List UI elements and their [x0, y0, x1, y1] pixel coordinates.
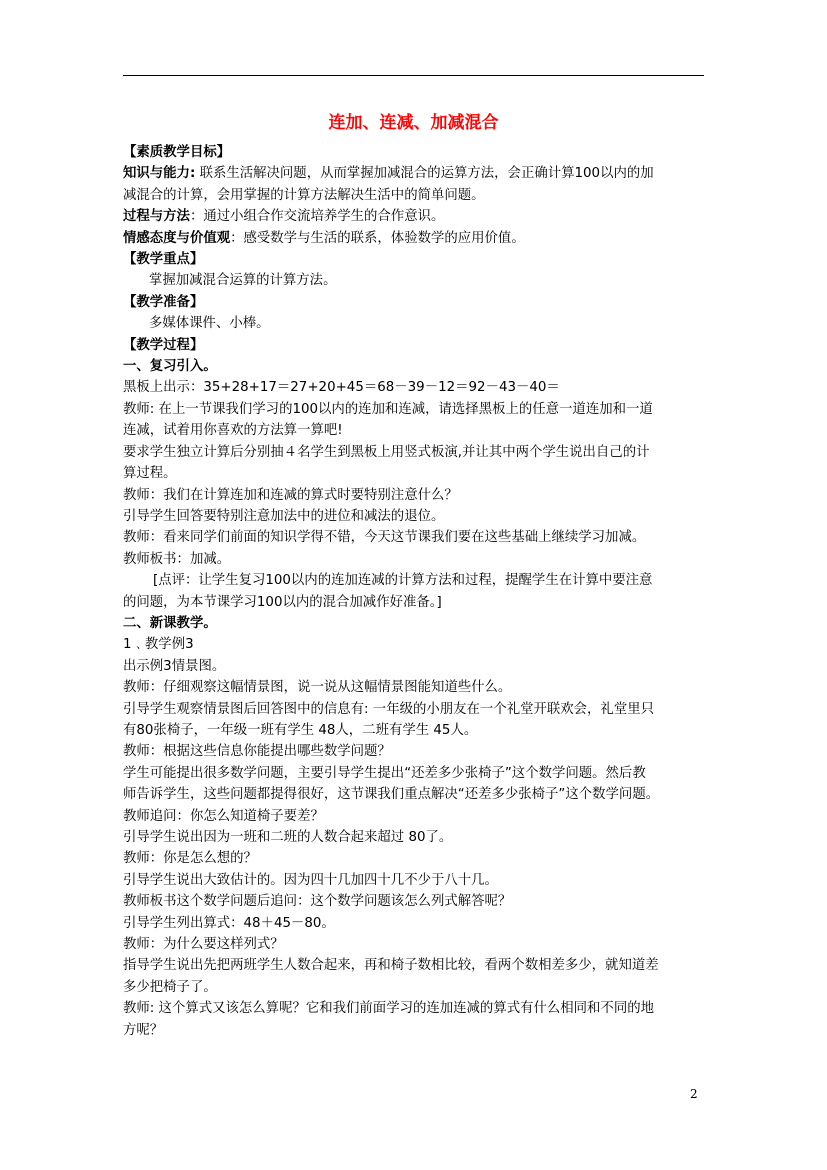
prep-heading: 【教学准备】: [123, 294, 204, 310]
comment-line: [点评：让学生复习100以内的连加连减的计算方法和过程，提醒学生在计算中要注意: [153, 573, 653, 589]
section-review-heading: 一、复习引入。: [123, 359, 217, 375]
knowledge-text: 联系生活解决问题，从而掌握加减混合的运算方法，会正确计算100以内的加: [195, 166, 654, 182]
paragraph-line: 教师板书：加减。: [123, 551, 231, 567]
paragraph-line: 教师: 这个算式又该怎么算呢？它和我们前面学习的连加连减的算式有什么相同和不同的地: [123, 1001, 654, 1017]
keypoint-heading: 【教学重点】: [123, 252, 204, 268]
process-label: 过程与方法: [123, 209, 190, 225]
paragraph-line: 教师：仔细观察这幅情景图，说一说从这幅情景图能知道些什么。: [123, 680, 512, 696]
process-text: ：通过小组合作交流培养学生的合作意识。: [189, 209, 445, 225]
goals-emotion: [123, 228, 705, 249]
paragraph-line: 要求学生独立计算后分别抽４名学生到黑板上用竖式板演,并让其中两个学生说出自己的计: [123, 444, 650, 460]
document-title: 连加、连减、加减混合: [328, 113, 499, 133]
paragraph-line: 引导学生列出算式：48＋45－80。: [123, 915, 335, 931]
paragraph-line: 教师：看来同学们前面的知识学得不错，今天这节课我们要在这些基础上继续学习加减。: [123, 530, 646, 546]
paragraph-line: 引导学生说出大致估计的。因为四十几加四十几不少于八十几。: [123, 872, 498, 888]
header-rule: [123, 75, 704, 76]
paragraph-line: 算过程。: [123, 466, 177, 482]
section-new-heading: 二、新课教学。: [123, 615, 217, 631]
paragraph-line: 连减，试着用你喜欢的方法算一算吧!: [123, 423, 343, 439]
paragraph-line: 有80张椅子，一年级一班有学生 48人，二班有学生 45人。: [123, 722, 478, 738]
paragraph-line: 黑板上出示：35+28+17＝27+20+45＝68－39－12＝92－43－40＝: [123, 380, 560, 396]
paragraph-line: 引导学生观察情景图后回答图中的信息有: 一年级的小朋友在一个礼堂开联欢会，礼堂里只: [123, 701, 654, 717]
paragraph-line: 教师：你是怎么想的？: [123, 851, 257, 867]
paragraph-line: 学生可能提出很多数学问题，主要引导学生提出“还差多少张椅子”这个数学问题。然后教: [123, 765, 646, 781]
prep-text: 多媒体课件、小棒。: [149, 316, 270, 332]
document-body: [123, 142, 705, 1041]
keypoint-text: 掌握加减混合运算的计算方法。: [149, 273, 337, 289]
emotion-text: ：感受数学与生活的联系，体验数学的应用价值。: [230, 230, 525, 246]
paragraph-line: 出示例3情景图。: [123, 658, 226, 674]
emotion-label: 情感态度与价值观: [123, 230, 231, 246]
comment-line: 的问题，为本节课学习100以内的混合加减作好准备。]: [123, 594, 442, 610]
paragraph-line: 1﹑教学例3: [123, 637, 194, 653]
paragraph-line: 指导学生说出先把两班学生人数合起来，再和椅子数相比较，看两个数相差多少，就知道差: [123, 958, 659, 974]
paragraph-line: 方呢？: [123, 1022, 164, 1038]
paragraph-line: 多少把椅子了。: [123, 979, 217, 995]
paragraph-line: 引导学生说出因为一班和二班的人数合起来超过 80了。: [123, 830, 453, 845]
paragraph-line: 教师追问：你怎么知道椅子要差？: [123, 808, 324, 824]
paragraph-line: 师告诉学生，这些问题都提得很好，这节课我们重点解决“还差多少张椅子”这个数学问题。: [123, 787, 660, 803]
goals-knowledge: [123, 163, 705, 184]
paragraph-line: 教师：为什么要这样列式？: [123, 937, 284, 953]
process-heading: 【教学过程】: [123, 337, 204, 353]
goals-heading: 【素质教学目标】: [123, 145, 231, 160]
paragraph-line: 教师：根据这些信息你能提出哪些数学问题？: [123, 744, 391, 760]
paragraph-line: 教师板书这个数学问题后追问：这个数学问题该怎么列式解答呢？: [123, 894, 512, 910]
goals-process: [123, 206, 705, 227]
paragraph-line: 教师：我们在计算连加和连减的算式时要特别注意什么？: [123, 487, 458, 503]
paragraph-line: 教师: 在上一节课我们学习的100以内的连加和连减，请选择黑板上的任意一道连加和一道: [123, 401, 653, 417]
page-number: 2: [690, 1087, 698, 1101]
paragraph-line: 引导学生回答要特别注意加法中的进位和减法的退位。: [123, 508, 445, 524]
goals-knowledge-cont: 减混合的计算，会用掌握的计算方法解决生活中的简单问题。: [123, 187, 485, 203]
knowledge-label: 知识与能力:: [123, 166, 196, 182]
